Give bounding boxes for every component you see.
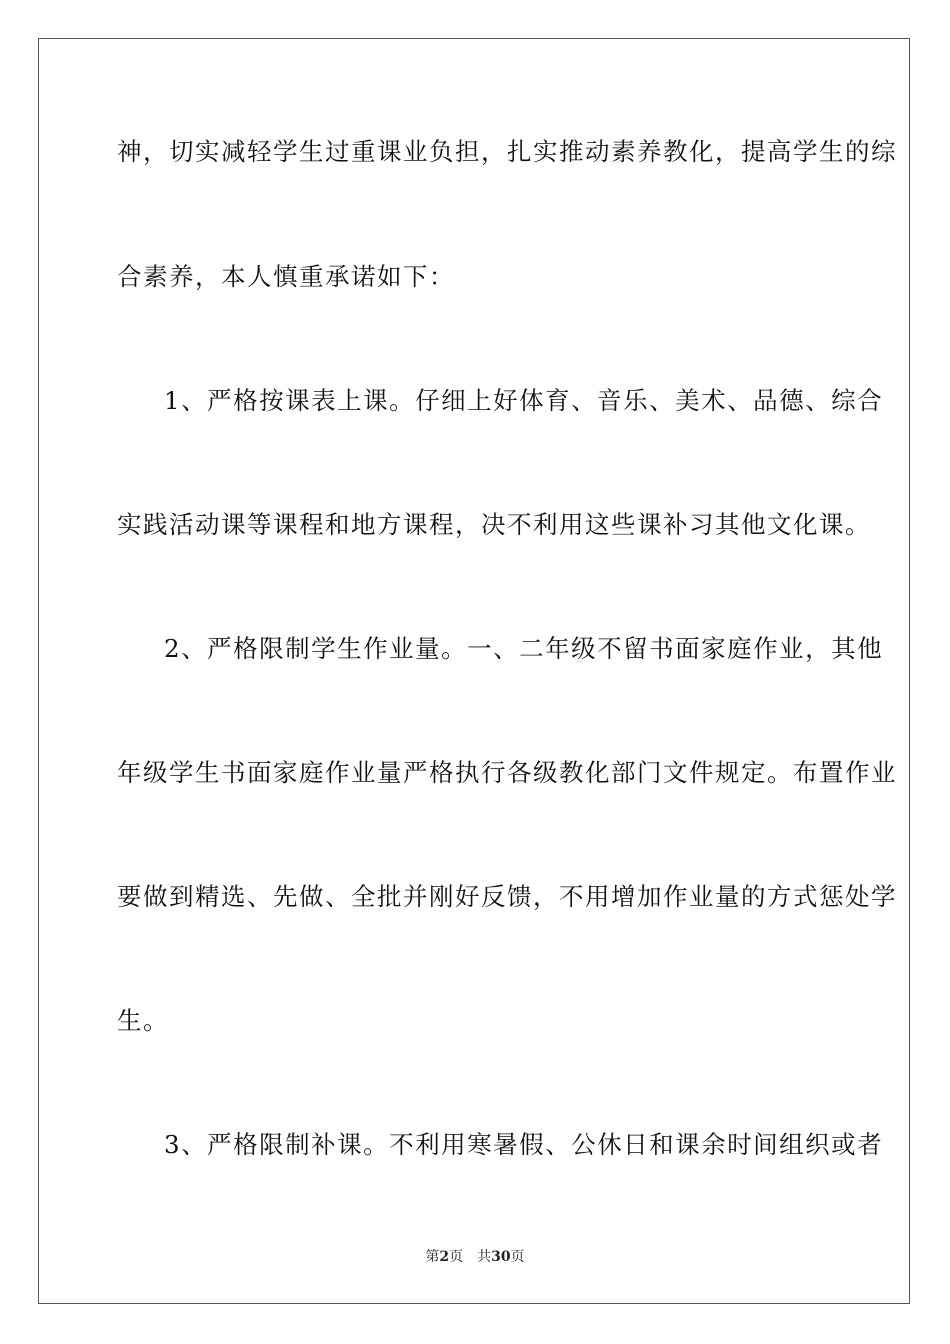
paragraph-2-line-3: 要做到精选、先做、全批并刚好反馈，不用增加作业量的方式惩处学 [117,882,897,911]
paragraph-1-line-1: 1、严格按课表上课。仔细上好体育、音乐、美术、品德、综合 [164,386,884,415]
total-suffix: 页 [510,1249,525,1265]
paragraph-3-line-1: 3、严格限制补课。不利用寒暑假、公休日和课余时间组织或者 [164,1130,884,1159]
total-prefix: 共 [477,1249,492,1265]
paragraph-1-line-2: 实践活动课等课程和地方课程，决不利用这些课补习其他文化课。 [117,510,871,539]
page-footer [0,1248,950,1266]
paragraph-2-line-4: 生。 [117,1006,169,1035]
paragraph-2-line-2: 年级学生书面家庭作业量严格执行各级教化部门文件规定。布置作业 [117,758,897,787]
page-number: 2 [439,1249,450,1265]
page-suffix: 页 [449,1249,464,1265]
text-line-1: 神，切实减轻学生过重课业负担，扎实推动素养教化，提高学生的综 [117,137,897,166]
text-line-2: 合素养，本人慎重承诺如下： [117,262,455,291]
paragraph-2-line-1: 2、严格限制学生作业量。一、二年级不留书面家庭作业，其他 [164,634,884,663]
page-border [38,38,910,1304]
page-prefix: 第 [425,1249,440,1265]
total-pages: 30 [491,1249,511,1265]
